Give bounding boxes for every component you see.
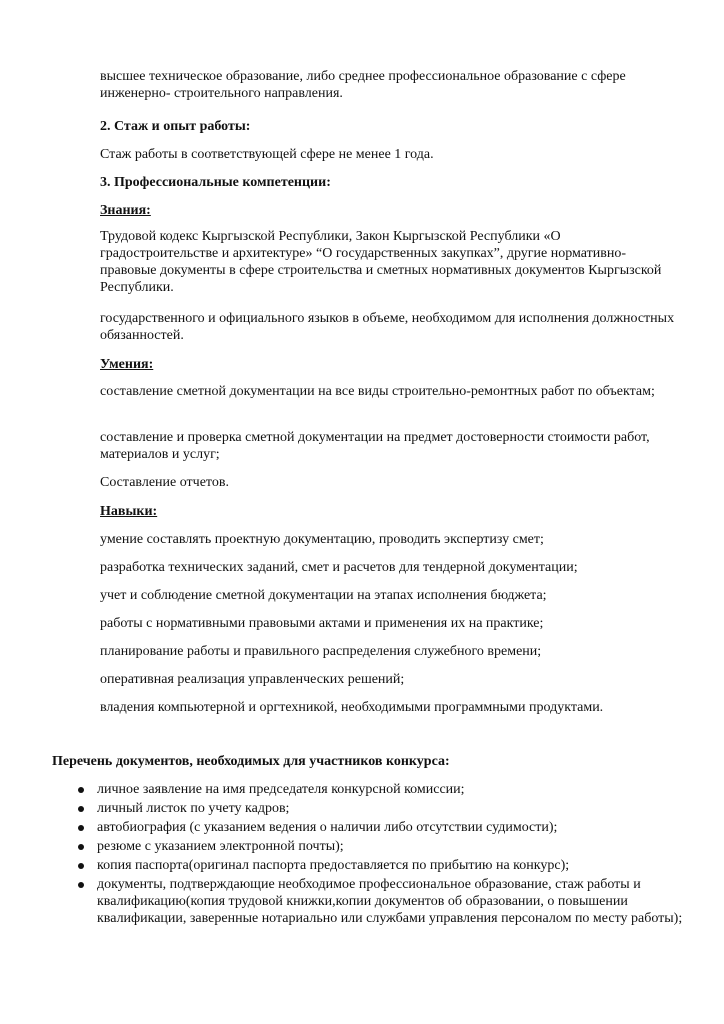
knowledge-heading: Знания:: [100, 203, 151, 218]
skill-item: планирование работы и правильного распределения служебного времени;: [100, 644, 542, 659]
ability-item: составление и проверка сметной документации на предмет достоверности стоимости работ, материалов и услуг;: [100, 430, 650, 462]
ability-item: Составление отчетов.: [100, 475, 229, 490]
experience-text: Стаж работы в соответствующей сфере не менее 1 года.: [100, 147, 434, 162]
documents-list: [0, 781, 724, 929]
bullet-icon: [78, 806, 84, 812]
knowledge-item: Трудовой кодекс Кыргызской Республики, Закон Кыргызской Республики «О градостроительстве и архитектуре» “О государственных закупках”, другие нормативно-правовые документы в сфере строительства и сметных нормативных документов Кыргызской Республики.: [100, 229, 662, 295]
experience-heading: 2. Стаж и опыт работы:: [100, 119, 251, 134]
list-item: документы, подтверждающие необходимое профессиональное образование, стаж работы и квалификацию(копия трудовой книжки,копии документов об образовании, о повышении квалификации, заверенные нотариально или службами управления персоналом по месту работы);: [0, 876, 724, 927]
skill-item: учет и соблюдение сметной документации на этапах исполнения бюджета;: [100, 588, 547, 603]
documents-heading: Перечень документов, необходимых для участников конкурса:: [52, 754, 450, 769]
list-item: резюме с указанием электронной почты);: [0, 838, 724, 855]
skill-item: работы с нормативными правовыми актами и применения их на практике;: [100, 616, 544, 631]
bullet-icon: [78, 882, 84, 888]
bullet-icon: [78, 825, 84, 831]
skills-heading: Навыки:: [100, 504, 158, 519]
list-item: личное заявление на имя председателя конкурсной комиссии;: [0, 781, 724, 798]
competencies-heading: 3. Профессиональные компетенции:: [100, 175, 331, 190]
list-item: личный листок по учету кадров;: [0, 800, 724, 817]
skill-item: разработка технических заданий, смет и расчетов для тендерной документации;: [100, 560, 578, 575]
education-continuation: высшее техническое образование, либо среднее профессиональное образование с сфере инженерно- строительного направления.: [100, 69, 626, 101]
skill-item: владения компьютерной и оргтехникой, необходимыми программными продуктами.: [100, 700, 604, 715]
list-item: копия паспорта(оригинал паспорта предоставляется по прибытию на конкурс);: [0, 857, 724, 874]
skill-item: оперативная реализация управленческих решений;: [100, 672, 405, 687]
skill-item: умение составлять проектную документацию, проводить экспертизу смет;: [100, 532, 544, 547]
abilities-heading: Умения:: [100, 357, 154, 372]
ability-item: составление сметной документации на все виды строительно-ремонтных работ по объектам;: [100, 384, 655, 399]
bullet-icon: [78, 787, 84, 793]
knowledge-item: государственного и официального языков в объеме, необходимом для исполнения должностных обязанностей.: [100, 311, 675, 343]
bullet-icon: [78, 863, 84, 869]
bullet-icon: [78, 844, 84, 850]
list-item: автобиография (с указанием ведения о наличии либо отсутствии судимости);: [0, 819, 724, 836]
